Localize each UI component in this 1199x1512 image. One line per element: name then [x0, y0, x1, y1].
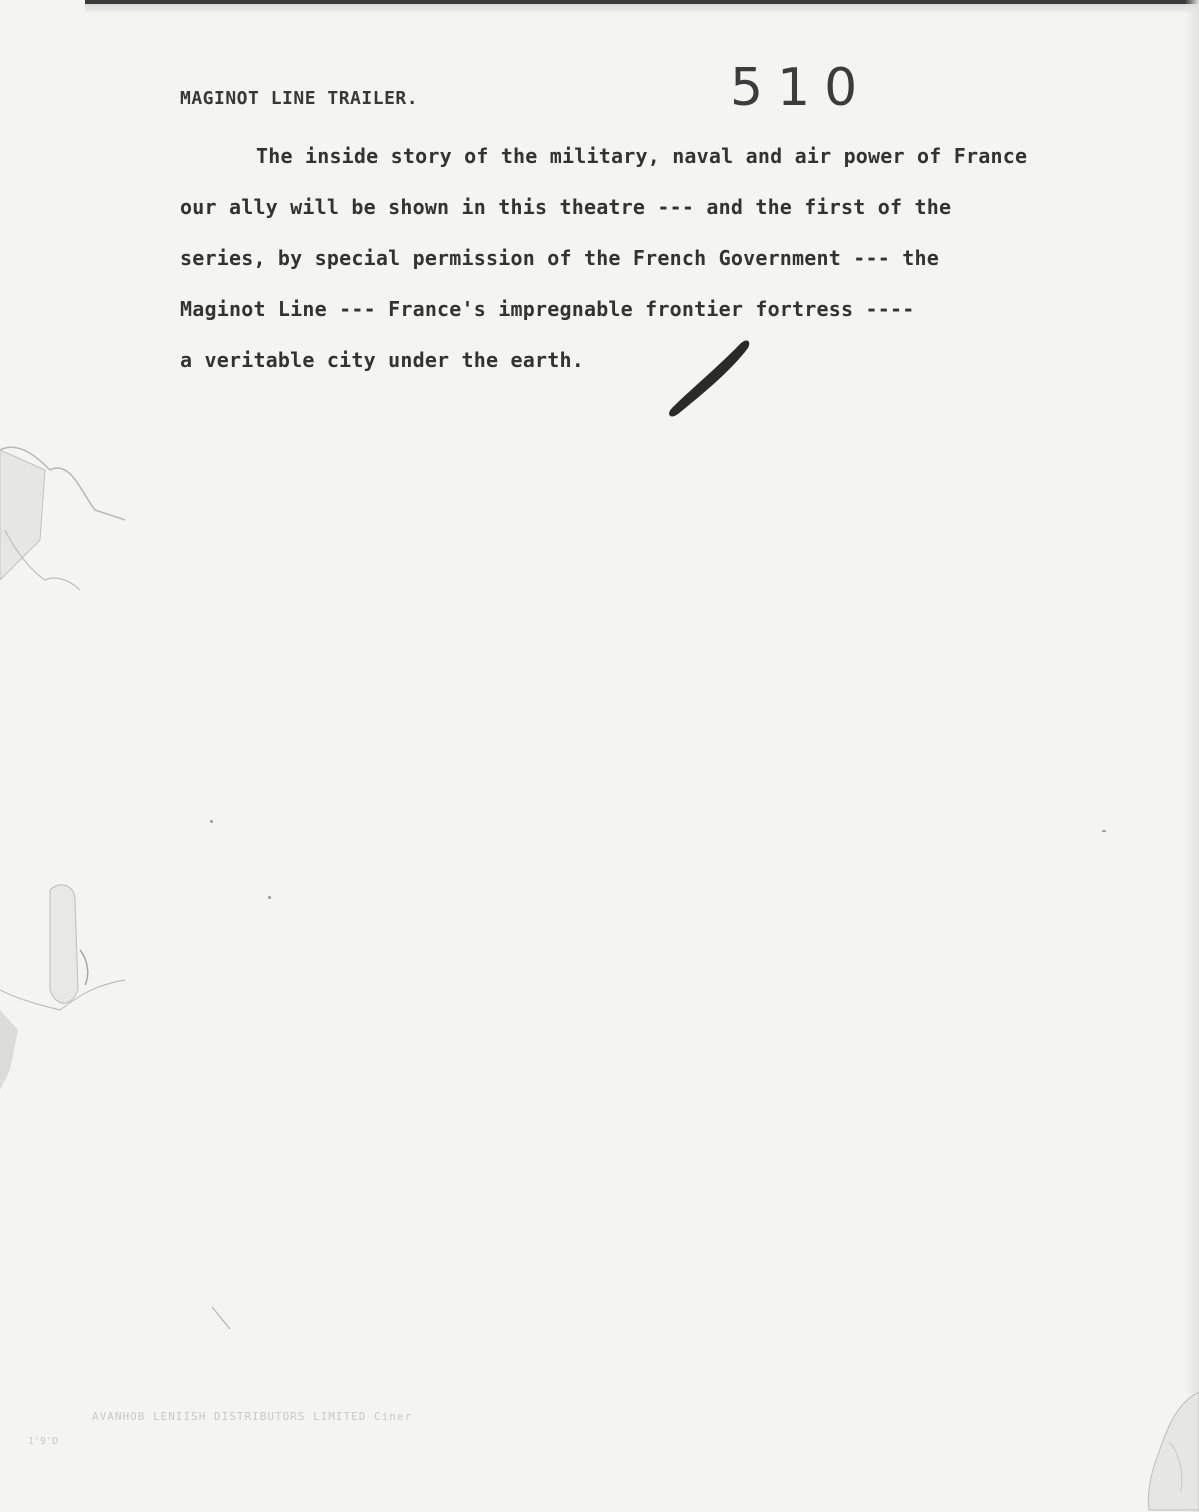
document-heading: MAGINOT LINE TRAILER. [180, 88, 419, 109]
faded-stamp-code: 1'9'D [28, 1436, 59, 1447]
body-line-1: The inside story of the military, naval and air power of France [256, 144, 1028, 168]
body-line-3: series, by special permission of the French Government --- the [180, 246, 939, 270]
torn-edge-marks [0, 430, 130, 1130]
body-line-2: our ally will be shown in this theatre --- and the first of the [180, 195, 952, 219]
body-line-5: a veritable city under the earth. [180, 348, 584, 372]
pencil-stroke-mark [210, 1305, 234, 1331]
ink-strike-mark [660, 330, 770, 420]
page-right-shadow [1185, 0, 1199, 1512]
faded-stamp-text: AVANHOB LENIISH DISTRIBUTORS LIMITED Ciner [92, 1410, 413, 1423]
handwritten-page-number: 510 [730, 58, 872, 118]
paper-speck [210, 820, 213, 823]
paper-speck [1102, 830, 1106, 832]
page-top-shadow [85, 4, 1199, 14]
folded-corner-mark [1129, 1382, 1199, 1512]
body-line-4: Maginot Line --- France's impregnable frontier fortress ---- [180, 297, 915, 321]
paper-speck [268, 896, 271, 899]
